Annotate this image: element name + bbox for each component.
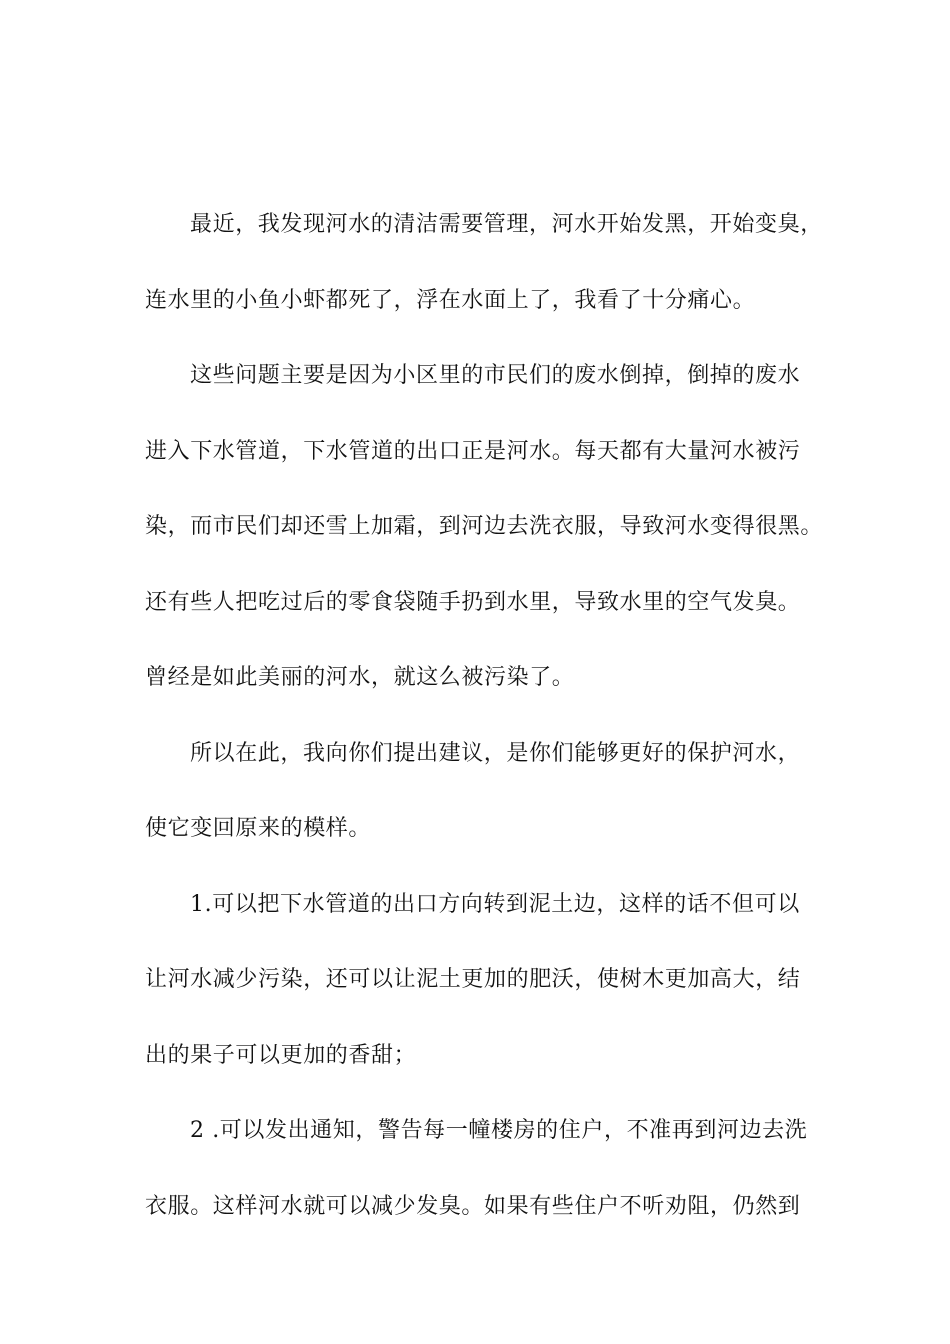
list-item-line: 让河水减少污染，还可以让泥土更加的肥沃，使树木更加高大，结 bbox=[145, 967, 801, 992]
list-item-line: 衣服。这样河水就可以减少发臭。如果有些住户不听劝阻，仍然到 bbox=[145, 1193, 801, 1219]
paragraph-line: 还有些人把吃过后的零食袋随手扔到水里，导致水里的空气发臭。 bbox=[145, 589, 801, 615]
paragraph-line: 进入下水管道，下水管道的出口正是河水。每天都有大量河水被污 bbox=[145, 438, 801, 464]
list-item-line: 出的果子可以更加的香甜； bbox=[145, 1042, 417, 1068]
paragraph-line: 使它变回原来的模样。 bbox=[145, 816, 372, 841]
paragraph-line: 曾经是如此美丽的河水，就这么被污染了。 bbox=[145, 665, 575, 690]
paragraph-line: 这些问题主要是因为小区里的市民们的废水倒掉，倒掉的废水 bbox=[190, 363, 801, 388]
paragraph-line: 染，而市民们却还雪上加霜，到河边去洗衣服，导致河水变得很黑。 bbox=[145, 514, 824, 539]
paragraph-line: 连水里的小鱼小虾都死了，浮在水面上了，我看了十分痛心。 bbox=[145, 287, 756, 313]
list-item-line: 1.可以把下水管道的出口方向转到泥土边，这样的话不但可以 bbox=[190, 891, 800, 917]
paragraph-line: 所以在此，我向你们提出建议，是你们能够更好的保护河水， bbox=[190, 740, 801, 766]
document-body bbox=[145, 205, 835, 1262]
paragraph-line: 最近，我发现河水的清洁需要管理，河水开始发黑，开始变臭， bbox=[190, 212, 823, 237]
list-item-line: 2 .可以发出通知，警告每一幢楼房的住户，不准再到河边去洗 bbox=[190, 1118, 808, 1143]
